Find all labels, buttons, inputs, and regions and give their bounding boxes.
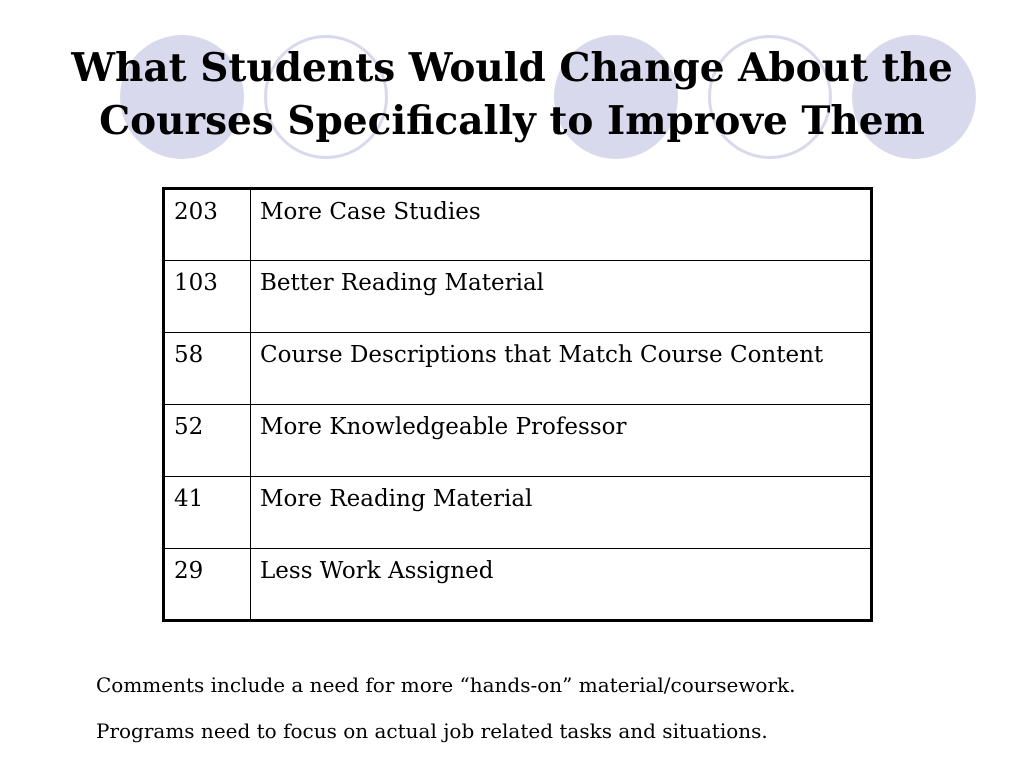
table-row — [164, 405, 872, 477]
table-row — [164, 189, 872, 261]
item-cell: Less Work Assigned — [251, 549, 872, 621]
slide-title — [0, 42, 1024, 148]
count-cell: 41 — [164, 477, 251, 549]
table-row — [164, 477, 872, 549]
item-cell: More Reading Material — [251, 477, 872, 549]
count-cell: 52 — [164, 405, 251, 477]
improvements-table — [162, 187, 873, 622]
comments-block — [96, 662, 796, 754]
item-cell: Course Descriptions that Match Course Content — [251, 333, 872, 405]
comment-line-2: Programs need to focus on actual job related tasks and situations. — [96, 719, 768, 743]
count-cell: 58 — [164, 333, 251, 405]
slide-title-line-2: Courses Specifically to Improve Them — [99, 98, 925, 144]
table-row — [164, 261, 872, 333]
item-cell: More Case Studies — [251, 189, 872, 261]
slide-title-line-1: What Students Would Change About the — [71, 45, 953, 91]
item-cell: Better Reading Material — [251, 261, 872, 333]
count-cell: 103 — [164, 261, 251, 333]
comment-line-1: Comments include a need for more “hands-on” material/coursework. — [96, 673, 796, 697]
table-row — [164, 333, 872, 405]
count-cell: 203 — [164, 189, 251, 261]
table-row — [164, 549, 872, 621]
count-cell: 29 — [164, 549, 251, 621]
item-cell: More Knowledgeable Professor — [251, 405, 872, 477]
